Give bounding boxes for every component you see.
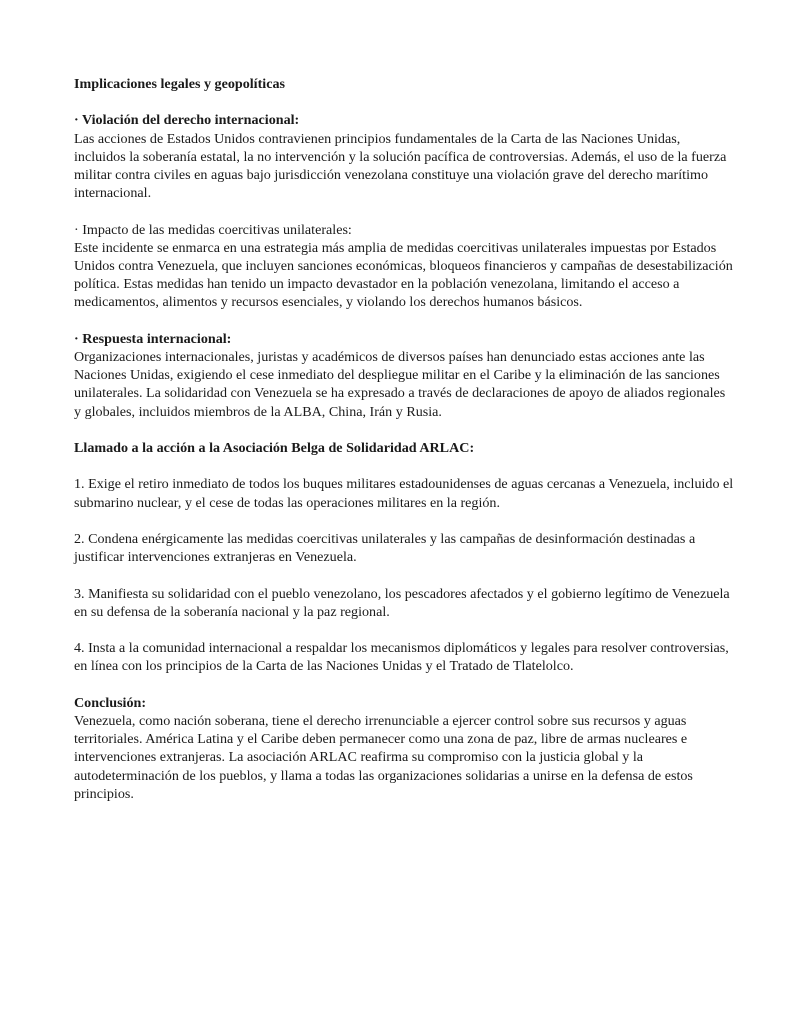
call-to-action-item-2: 2. Condena enérgicamente las medidas coercitivas unilaterales y las campañas de desinformación destinadas a justificar intervenciones extranjeras en Venezuela. — [74, 530, 696, 566]
call-to-action-item-3: 3. Manifiesta su solidaridad con el pueblo venezolano, los pescadores afectados y el gobierno legítimo de Venezuela en su defensa de la soberanía nacional y la paz regional. — [74, 585, 730, 620]
call-to-action-item-1: 1. Exige el retiro inmediato de todos los buques militares estadounidenses de aguas cercanas a Venezuela, incluido el submarino nuclear, y el cese de todas las operaciones militares en la región. — [74, 476, 734, 511]
call-to-action-item-4: 4. Insta a la comunidad internacional a respaldar los mecanismos diplomáticos y legales para resolver controversias, en línea con los principios de la Carta de las Naciones Unidas y el Tratado de Tlatelolco. — [74, 640, 729, 675]
section-body-international-response: Organizaciones internacionales, juristas y académicos de diversos países han denunciado estas acciones ante las Naciones Unidas, exigiendo el cese inmediato del despliegue militar en el Caribe y la eliminación de las sanciones unilaterales. La solidaridad con Venezuela se ha expresado a través de declaraciones de apoyo de aliados regionales y globales, incluidos miembros de la ALBA, China, Irán y Rusia. — [74, 349, 726, 420]
document-body — [74, 75, 734, 803]
spacer — [74, 566, 734, 584]
section-heading-coercive-measures: · Impacto de las medidas coercitivas unilaterales: — [74, 221, 352, 238]
section-body-violation: Las acciones de Estados Unidos contravienen principios fundamentales de la Carta de las Naciones Unidas, incluidos la soberanía estatal, la no intervención y la solución pacífica de controversias. Además, el uso de la fuerza militar contra civiles en aguas bajo jurisdicción venezolana constituye una violación grave del derecho marítimo internacional. — [74, 130, 727, 202]
conclusion-body: Venezuela, como nación soberana, tiene el derecho irrenunciable a ejercer control sobre sus recursos y aguas territoriales. América Latina y el Caribe deben permanecer como una zona de paz, libre de armas nucleares e intervenciones extranjeras. La asociación ARLAC reafirma su compromiso con la justicia global y la autodeterminación de los pueblos, y llama a todas las organizaciones solidarias a unirse en la defensa de estos principios. — [74, 712, 693, 802]
spacer — [74, 421, 734, 439]
conclusion-heading: Conclusión: — [74, 694, 147, 711]
spacer — [74, 512, 734, 530]
spacer — [74, 621, 734, 639]
section-heading-international-response: · Respuesta internacional: — [74, 330, 232, 347]
spacer — [74, 202, 734, 220]
main-heading: Implicaciones legales y geopolíticas — [74, 76, 285, 92]
spacer — [74, 457, 734, 475]
section-body-coercive-measures: Este incidente se enmarca en una estrategia más amplia de medidas coercitivas unilaterales impuestas por Estados Unidos contra Venezuela, que incluyen sanciones económicas, bloqueos financieros y campañas de desestabilización política. Estas medidas han tenido un impacto devastador en la población venezolana, limitando el acceso a medicamentos, alimentos y recursos esenciales, y violando los derechos humanos básicos. — [74, 239, 733, 311]
spacer — [74, 676, 734, 694]
call-to-action-heading: Llamado a la acción a la Asociación Belga de Solidaridad ARLAC: — [74, 440, 475, 456]
spacer — [74, 312, 734, 330]
spacer — [74, 93, 734, 111]
section-heading-violation: · Violación del derecho internacional: — [74, 112, 300, 129]
